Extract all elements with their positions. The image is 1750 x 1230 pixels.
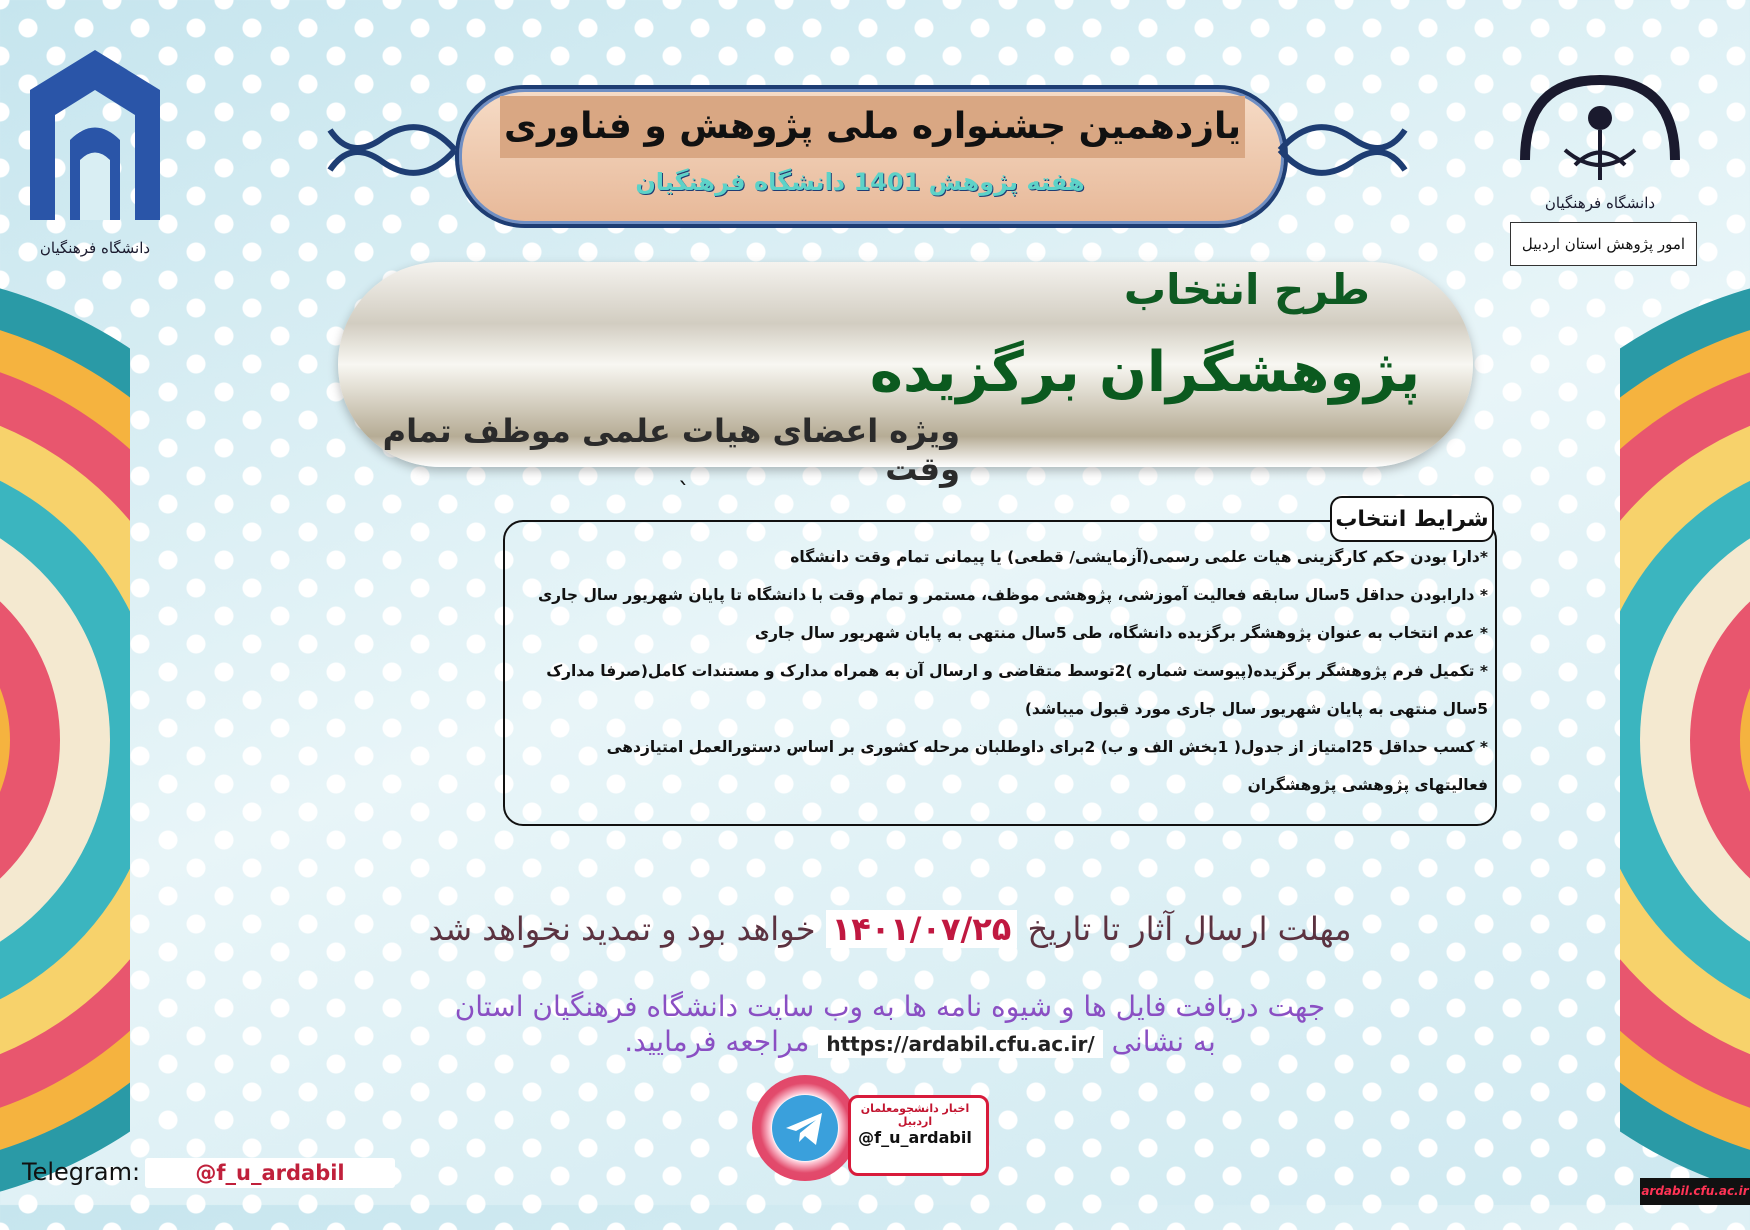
- telegram-handle[interactable]: @f_u_ardabil: [195, 1161, 345, 1185]
- banner-flourish-right-icon: [1275, 100, 1415, 200]
- special-label: ویژه اعضای هیات علمی موظف تمام وقت: [382, 412, 960, 488]
- plan-label: طرح انتخاب: [1123, 265, 1370, 314]
- logo-left-caption: دانشگاه فرهنگیان: [39, 239, 151, 257]
- download-info-line: جهت دریافت فایل ها و شیوه نامه ها به وب سایت دانشگاه فرهنگیان استان: [454, 990, 1326, 1023]
- decorative-tick-mark: `: [678, 478, 690, 506]
- condition-line: * کسب حداقل 25امتیاز از جدول( 1بخش الف و ب) 2برای داوطلبان مرحله کشوری بر اساس دستورالعمل امتیازدهی: [606, 738, 1488, 756]
- site-watermark: ardabil.cfu.ac.ir: [1640, 1178, 1750, 1205]
- deadline-date: ۱۴۰۱/۰۷/۲۵: [826, 910, 1018, 948]
- condition-line: فعالیتهای پژوهشی پژوهشگران: [1247, 776, 1488, 794]
- telegram-card-title: اخبار دانشجومعلمان اردبیل: [860, 1102, 970, 1128]
- research-emblem-icon: [1505, 70, 1695, 190]
- festival-title: یازدهمین جشنواره ملی پژوهش و فناوری: [503, 106, 1242, 147]
- deadline-text: [400, 910, 1380, 948]
- download-prefix: به نشانی: [1111, 1025, 1216, 1058]
- university-logo-left: [25, 45, 165, 265]
- deadline-prefix: مهلت ارسال آثار تا تاریخ: [1027, 910, 1352, 948]
- condition-line: *دارا بودن حکم کارگزینی هیات علمی رسمی(آزمایشی/ قطعی) یا پیمانی تمام وقت دانشگاه: [790, 548, 1488, 566]
- condition-line: 5سال منتهی به پایان شهریور سال جاری مورد قبول میباشد): [1024, 700, 1488, 718]
- mandala-ornament-left: [0, 250, 130, 1230]
- condition-line: * دارابودن حداقل 5سال سابقه فعالیت آموزشی، پژوهشی موظف، مستمر و تمام وقت با دانشگاه تا پایان شهریور سال جاری: [537, 586, 1488, 604]
- research-office-label: امور پژوهش استان اردبیل: [1510, 222, 1697, 266]
- mandala-ornament-right: [1620, 250, 1750, 1230]
- website-link[interactable]: https://ardabil.cfu.ac.ir/: [818, 1030, 1102, 1058]
- banner-flourish-left-icon: [320, 100, 460, 200]
- main-title: پژوهشگران برگزیده: [869, 340, 1420, 405]
- telegram-card-handle: @f_u_ardabil: [858, 1128, 972, 1147]
- telegram-icon[interactable]: [772, 1095, 838, 1161]
- condition-line: * عدم انتخاب به عنوان پژوهشگر برگزیده دانشگاه، طی 5سال منتهی به پایان شهریور سال جاری: [754, 624, 1488, 642]
- festival-subtitle: هفته پژوهش 1401 دانشگاه فرهنگیان: [635, 168, 1085, 196]
- telegram-label: Telegram:: [22, 1158, 141, 1186]
- download-address-line: [560, 1025, 1280, 1058]
- deadline-suffix: خواهد بود و تمدید نخواهد شد: [428, 910, 816, 948]
- university-emblem-icon: [25, 45, 165, 235]
- paper-plane-icon: [772, 1095, 838, 1161]
- logo-right-caption: دانشگاه فرهنگیان: [1544, 194, 1656, 212]
- conditions-heading: شرایط انتخاب: [1330, 496, 1494, 542]
- condition-line: * تکمیل فرم پژوهشگر برگزیده(پیوست شماره )2توسط متقاضی و ارسال آن به همراه مدارک و مستندات کامل(صرفا مدارک: [546, 662, 1488, 680]
- download-suffix: مراجعه فرمایید.: [624, 1025, 810, 1058]
